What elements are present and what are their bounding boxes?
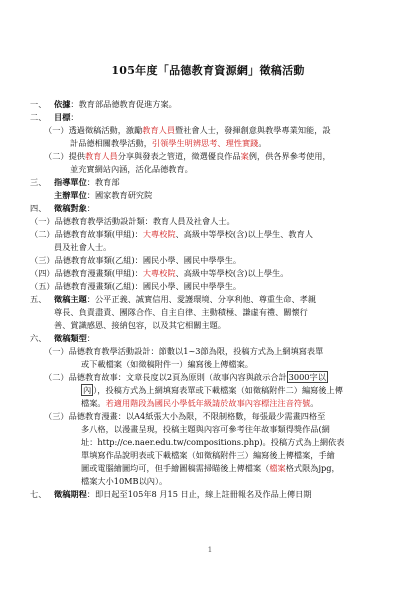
list-item-continuation: 檔案大小10MB以內）。 [81, 476, 168, 486]
list-item-continuation: 並充實網站內涵，活化品德教育。 [70, 164, 193, 174]
highlight-box: 內 [83, 385, 92, 395]
paragraph-continuation: 尊長、負責盡責、團隊合作、自主自律、主動積極、謙虛有禮、關懷行 [54, 307, 308, 317]
paragraph-continuation: 善、賞識感恩、接納包容，以及其它相關主題。 [54, 320, 226, 330]
list-item: （二）品德教育故事：文章長度以2頁為原則（故事內容與啟示合計 3000字以 [44, 372, 326, 382]
list-item-continuation: 員及社會人士。 [54, 242, 112, 252]
section-heading: 徵稿對象 [54, 203, 87, 213]
section-heading: 徵稿期程 [54, 489, 87, 499]
list-item-continuation: 內 ），投稿方式為上網填寫表單或下載檔案（如徵稿附件二）編寫後上傳 [83, 385, 343, 395]
page-number: 1 [207, 546, 213, 554]
section-goals: 二、 目標： [30, 112, 79, 122]
section-themes: 五、 徵稿主題：公平正義、誠實信用、愛護環境、分享利他、尊重生命、孝親 [30, 294, 317, 304]
list-item-continuation: 址：http://ce.naer.edu.tw/compositions.php)。投稿方式為上網依表 [81, 437, 345, 447]
section-eligibility: 四、 徵稿對象： [30, 203, 95, 213]
list-item: （三）品德教育故事類(乙組)：國民小學、國民中學學生。 [30, 255, 242, 265]
section-heading: 目標 [54, 112, 71, 122]
list-item-continuation: 圖或電腦繪圖均可，但手繪圖稿需掃瞄後上傳檔案（檔案格式限為jpg， [81, 463, 340, 473]
list-item-continuation: 計品德相關教學活動，引領學生明辨思考、理性實踐。 [70, 138, 267, 148]
list-item-continuation: 單填寫作品說明表或下載檔案（如徵稿附件三）編寫後上傳檔案，手繪 [81, 450, 335, 460]
list-item: （三）品德教育漫畫：以A4紙張大小為限，不限制格數，每張最少需畫四格至 [44, 411, 326, 421]
section-types: 六、 徵稿類型： [30, 333, 95, 343]
list-item: （一）透過徵稿活動，激勵教育人員暨社會人士，發揮創意與教學專業知能，設 [44, 125, 331, 135]
section-units: 三、 指導單位：教育部 [30, 177, 120, 187]
section-schedule: 七、 徵稿期程：即日起至105年8 月15 日止，線上註冊報名及作品上傳日期 [30, 489, 312, 499]
list-item: （二）提供教育人員分享與發表之管道，徵選優良作品案例，供各界參考使用， [44, 151, 331, 161]
list-item: （四）品德教育漫畫類(甲組)：大專校院、高級中等學校(含)以上學生。 [30, 268, 289, 278]
section-heading: 指導單位 [54, 177, 87, 187]
highlight-box: 3000字以 [288, 372, 326, 382]
section-heading: 依據 [54, 99, 71, 109]
section-basis: 一、 依據：教育部品德教育促進方案。 [30, 99, 177, 109]
list-item-continuation: 多八格，以漫畫呈現，投稿主題與內容可參考往年故事類得獎作品(網 [81, 424, 330, 434]
page-title: 105年度「品德教育資源網」徵稿活動 [111, 64, 305, 77]
section-heading: 徵稿類型 [54, 333, 87, 343]
list-item: （五）品德教育漫畫類(乙組)：國民小學、國民中學學生。 [30, 281, 242, 291]
list-item: （一）品德教育教學活動設計類：教育人員及社會人士。 [30, 216, 235, 226]
list-item: （二）品德教育故事類(甲組)：大專校院、高級中等學校(含)以上學生、教育人 [30, 229, 313, 239]
list-item-continuation: 或下載檔案（如徵稿附件一）編寫後上傳檔案。 [81, 359, 253, 369]
organizer-line: 主辦單位：國家教育研究院 [54, 190, 153, 200]
list-item: （一）品德教育教學活動設計：節數以1~3節為限，投稿方式為上網填寫表單 [44, 346, 324, 356]
list-item-continuation: 檔案。若適用階段為國民小學低年級請於故事內容標注注音符號。 [81, 398, 319, 408]
section-heading: 徵稿主題 [54, 294, 87, 304]
